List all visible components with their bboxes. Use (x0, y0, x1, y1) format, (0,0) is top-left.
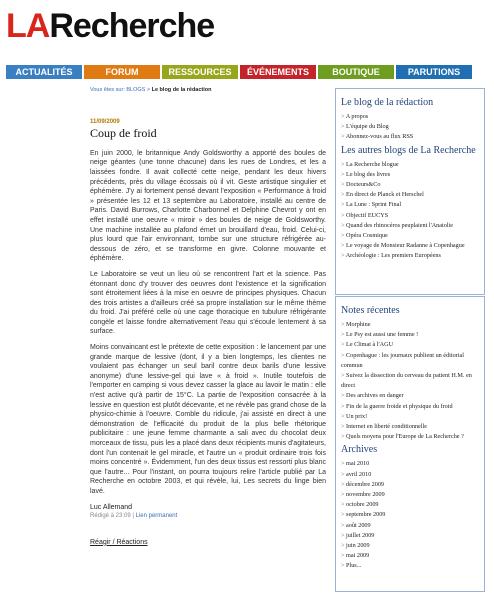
archive-item[interactable]: > mai 2009 (341, 551, 479, 561)
post-date: 11/09/2009 (90, 118, 120, 125)
sidebar-list-archives (341, 459, 479, 571)
breadcrumb-prefix[interactable]: Vous êtes sur: BLOGS > (90, 87, 152, 93)
sidebar-item[interactable]: > Le Psy est aussi une femme ! (341, 330, 479, 340)
archive-item[interactable]: > décembre 2009 (341, 480, 479, 490)
sidebar-title-recent-notes: Notes récentes (341, 305, 400, 316)
logo-recherche: Recherche (49, 7, 215, 45)
sidebar-item[interactable]: > Le blog des livres (341, 170, 479, 180)
nav-boutique[interactable]: BOUTIQUE (318, 65, 394, 79)
post-paragraph-2: Le Laboratoire se veut un lieu où se rencontrent l'art et la science. Pas étonnant donc d'y trouver des oeuvres dont l'existence et la signification sont étroitement liées à la mise en oeuvre de principes physiques. Chacun des trois artistes a d'ailleurs créé sa propre installation sur le même thème du froid. J'ai préféré celle où une cage thoracique en tubulure réfrigérante congèle et laisse fondre alternativement l'eau qui s'écoule lentement à sa surface. (90, 270, 326, 336)
main-content (90, 86, 326, 547)
react-link[interactable]: Réagir / Réactions (90, 538, 148, 546)
sidebar-list-recent-notes (341, 320, 479, 442)
archive-item[interactable]: > juillet 2009 (341, 531, 479, 541)
archive-item[interactable]: > mai 2010 (341, 459, 479, 469)
archive-item[interactable]: > avril 2010 (341, 470, 479, 480)
sidebar-item[interactable]: > Des archives en danger (341, 391, 479, 401)
nav-ressources[interactable]: RESSOURCES (162, 65, 238, 79)
sidebar-item[interactable]: > Fin de la guerre froide et physique du froid (341, 402, 479, 412)
sidebar-item[interactable]: > Le voyage de Monsieur Radanne à Copenhague (341, 241, 479, 251)
post-time: Rédigé à 23:09 | (90, 513, 136, 520)
archive-item[interactable]: > juin 2009 (341, 541, 479, 551)
archive-item[interactable]: > août 2009 (341, 521, 479, 531)
sidebar-item[interactable]: > La Lune : Sprint Final (341, 200, 479, 210)
sidebar-item[interactable]: > Abonnez-vous au flux RSS (341, 132, 479, 142)
permalink-link[interactable]: Lien permanent (135, 513, 178, 520)
sidebar-item[interactable]: > Morphine (341, 320, 479, 330)
post-title: Coup de froid (90, 126, 157, 141)
sidebar-item[interactable]: > Docteurs&Co (341, 180, 479, 190)
sidebar-list-blog (341, 112, 479, 143)
archive-more[interactable]: > Plus... (341, 561, 479, 571)
sidebar-box-blogs (335, 88, 485, 295)
sidebar-item[interactable]: > En direct de Planck et Herschel (341, 190, 479, 200)
sidebar-item[interactable]: > Opéra Cosmique (341, 231, 479, 241)
main-nav (6, 65, 472, 79)
archive-item[interactable]: > septembre 2009 (341, 510, 479, 520)
sidebar-item[interactable]: > Objectif EUCYS (341, 211, 479, 221)
sidebar-item[interactable]: > A propos (341, 112, 479, 122)
sidebar-item[interactable]: > La Recherche blogue (341, 160, 479, 170)
breadcrumb-current: Le blog de la rédaction (151, 87, 212, 93)
breadcrumb (90, 86, 326, 96)
sidebar-item[interactable]: > Le Climat à l'AGU (341, 340, 479, 350)
sidebar-item[interactable]: > Quels moyens pour l'Europe de La Recherche ? (341, 432, 479, 442)
nav-parutions[interactable]: PARUTIONS (396, 65, 472, 79)
sidebar-item[interactable]: > Un prix! (341, 412, 479, 422)
sidebar-list-other-blogs (341, 160, 479, 262)
sidebar-item[interactable]: > Internet en liberté conditionnelle (341, 422, 479, 432)
post-author: Luc Allemand (90, 503, 133, 511)
site-logo[interactable] (6, 2, 214, 46)
sidebar-box-notes (335, 296, 485, 592)
nav-actualites[interactable]: ACTUALITÉS (6, 65, 82, 79)
sidebar-item[interactable]: > Quand des rhinocéros peuplaient l'Anatolie (341, 221, 479, 231)
post-paragraph-3: Moins convaincant est le prétexte de cette exposition : le lancement par une grande marque de lessive (dont, il y a bien longtemps, les clientes ne voulaient pas échanger un seul baril contre deux barils d'une lessive anonyme) d'une lessive-gel qui lave « à froid ». Inutile toutefois de l'emporter en camping si vous devez casser la glace au lavoir le matin : elle n'est active qu'à partir de 15°C. La partie de l'exposition consacrée à la lessive en question est plutôt décevante, et ne révèle pas grand chose de la physico-chimie à l'oeuvre. Comble du ridicule, j'ai assisté en direct à une démonstration de l'efficacité du produit de la plus belle rhétorique publicitaire : une jeune femme charmante a sali avec du chocolat deux morceaux de tissu, puis les a placé dans deux récipients munis d'agitateurs, dont l'un contenait le gel miracle, et l'autre un « produit ordinaire trois fois moins concentré ». Évidemment, l'un des deux tissus est ressorti plus blanc que l'autre... Pour l'instant, on pourra toujours relire l'article publié par La Recherche en octobre 2003, et qui révèle, lui, Les secrets du linge bien lavé. (90, 344, 326, 495)
post-paragraph-1: En juin 2000, le britannique Andy Goldsworthy a apporté des boules de neige géantes (une tonne chacune) dans les rues de Londres, et les a laissées fondre. Il avait collecté cette neige, pendant les deux hivers précédents, près du village écossais où il vit. Geste artistique singulier et éphémère. J'y ai fortement pensé devant l'exposition « Performance à froid » présentée les 12 et 13 septembre au Laboratoire, installé au centre de Paris. David Burrows, Charlotte Charbonnel et Delphine Chevrot y ont en effet installé une oeuvre « miroir » des boules de neige de Goldsworthy. Une machine installée au plafond émet un brouillard d'eau, froid. Celui-ci, plus lourd que l'air environnant, tombe sur une structure réfrigérée au-dessous de zéro, et se transforme en givre. Colonne mouvante et éphémère. (90, 149, 326, 263)
sidebar-item[interactable]: > L'équipe du Blog (341, 122, 479, 132)
nav-evenements[interactable]: ÉVÉNEMENTS (240, 65, 316, 79)
post-meta (90, 512, 326, 522)
nav-forum[interactable]: FORUM (84, 65, 160, 79)
archive-item[interactable]: > octobre 2009 (341, 500, 479, 510)
logo-la: LA (6, 7, 50, 45)
sidebar-title-other-blogs: Les autres blogs de La Recherche (341, 144, 476, 156)
sidebar-title-archives: Archives (341, 444, 378, 456)
archive-item[interactable]: > novembre 2009 (341, 490, 479, 500)
sidebar-item[interactable]: > Archéologie : Les premiers Européens (341, 251, 479, 261)
sidebar-title-blog: Le blog de la rédaction (341, 97, 434, 108)
sidebar-item[interactable]: > Suivez la dissection du cerveau du patient H.M. en direct (341, 371, 479, 391)
sidebar-item[interactable]: > Copenhague : les journaux publient un éditorial commun (341, 351, 479, 371)
